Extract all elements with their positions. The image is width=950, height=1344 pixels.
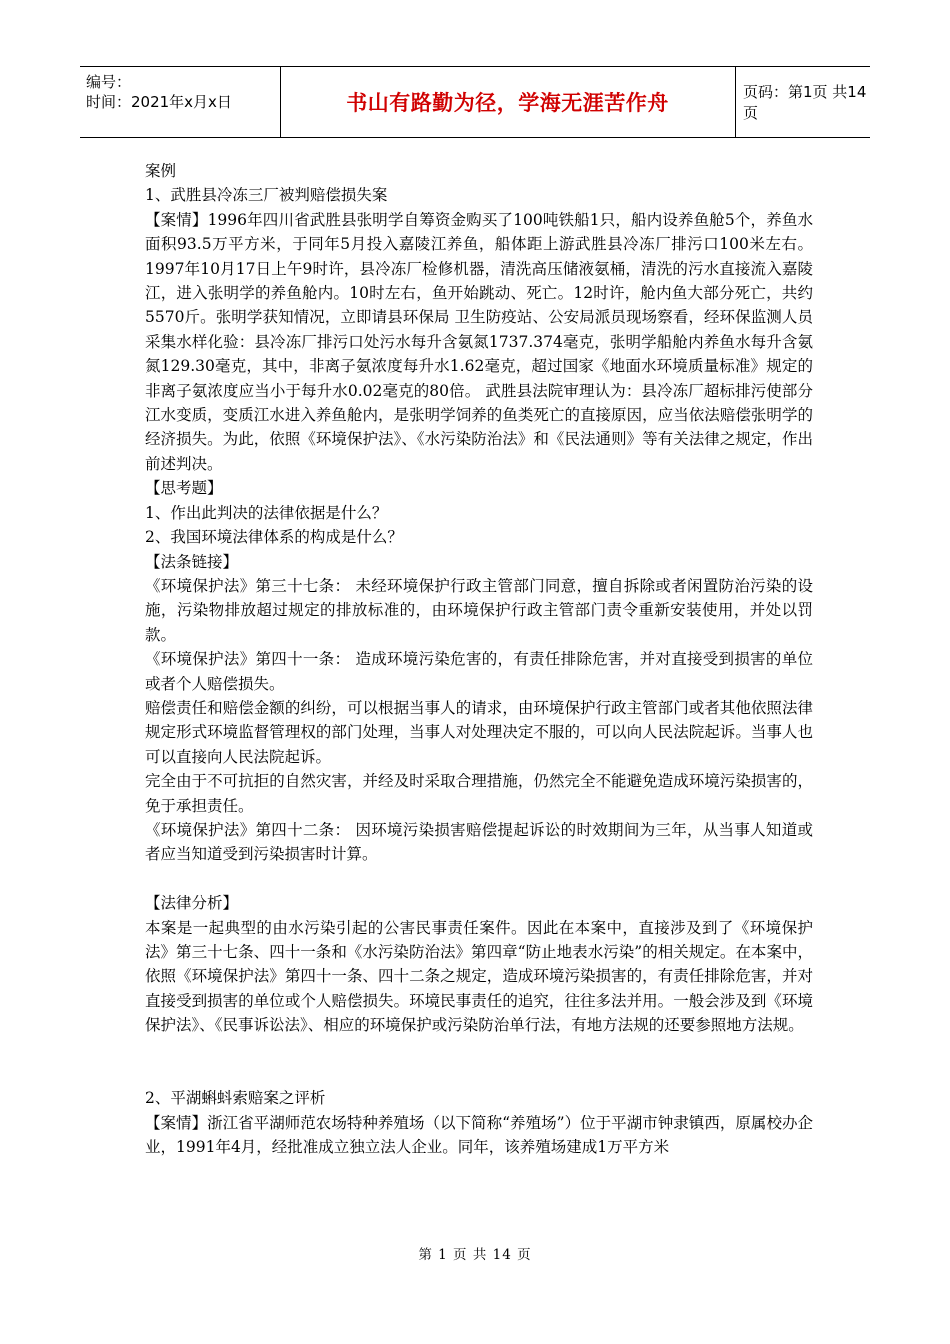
page-info: 页码：第1页 共14页 [743, 83, 867, 122]
spacer [145, 1062, 813, 1086]
page-footer: 第 1 页 共 14 页 [418, 1247, 532, 1263]
legal-analysis-heading: 【法律分析】 [145, 894, 239, 913]
law-article-41-para-2: 赔偿责任和赔偿金额的纠纷，可以根据当事人的请求，由环境保护行政主管部门或者其他依照法律规定形式环境监督管理权的部门处理，当事人对处理决定不服的，可以向人民法院起诉。当事人也可以直接向人民法院起诉。 [145, 698, 813, 766]
question-1: 1、作出此判决的法律依据是什么？ [145, 503, 388, 522]
number-label: 编号： [86, 73, 132, 91]
law-article-37: 《环境保护法》第三十七条： 未经环境保护行政主管部门同意，擅自拆除或者闲置防治污染的设施，污染物排放超过规定的排放标准的，由环境保护行政主管部门责令重新安装使用，并处以罚款。 [145, 576, 813, 644]
question-2: 2、我国环境法律体系的构成是什么？ [145, 528, 403, 547]
law-article-41: 《环境保护法》第四十一条： 造成环境污染危害的，有责任排除危害，并对直接受到损害的单位或者个人赔偿损失。 [145, 650, 813, 693]
header-motto-cell [280, 67, 736, 137]
law-links-heading: 【法条链接】 [145, 552, 239, 571]
spacer [145, 1038, 813, 1062]
case-facts-paragraph: 【案情】1996年四川省武胜县张明学自筹资金购买了100吨铁船1只，船内设养鱼舱5个，养鱼水面积93.5万平方米，于同年5月投入嘉陵江养鱼，船体距上游武胜县冷冻厂排污口100米左右。1997年10月17日上午9时许，县冷冻厂检修机器，清洗高压储液氨桶，清洗的污水直接流入嘉陵江，进入张明学的养鱼舱内。10时左右，鱼开始跳动、死亡。12时许，舱内鱼大部分死亡，共约5570斤。张明学获知情况，立即请县环保局 卫生防疫站、公安局派员现场察看，经环保监测人员采集水样化验：县冷冻厂排污口处污水每升含氨氮1737.374毫克，张明学船舱内养鱼水每升含氨氮129.30毫克，其中，非离子氨浓度每升水1.62毫克，超过国家《地面水环境质量标准》规定的非离子氨浓度应当小于每升水0.02毫克的80倍。 武胜县法院审理认为：县冷冻厂超标排污使部分江水变质，变质江水进入养鱼舱内，是张明学饲养的鱼类死亡的直接原因，应当依法赔偿张明学的经济损失。为此，依照《环境保护法》、《水污染防治法》和《民法通则》等有关法律之规定，作出前述判决。 [145, 210, 813, 473]
header-meta [80, 67, 281, 137]
case-title: 1、武胜县冷冻三厂被判赔偿损失案 [145, 186, 388, 205]
page-header [80, 66, 870, 138]
time-label: 时间：2021年x月x日 [86, 93, 232, 111]
section-label: 案例 [145, 162, 177, 180]
law-article-41-para-3: 完全由于不可抗拒的自然灾害，并经及时采取合理措施，仍然完全不能避免造成环境污染损害的，免于承担责任。 [145, 772, 813, 815]
legal-analysis-paragraph: 本案是一起典型的由水污染引起的公害民事责任案件。因此在本案中，直接涉及到了《环境保护法》第三十七条、四十一条和《水污染防治法》第四章“防止地表水污染”的相关规定。在本案中，依照《环境保护法》第四十一条、四十二条之规定，造成环境污染损害的，有责任排除危害，并对直接受到损害的单位或个人赔偿损失。环境民事责任的追究，往往多法并用。一般会涉及到《环境保护法》、《民事诉讼法》、相应的环境保护或污染防治单行法，有地方法规的还要参照地方法规。 [145, 918, 813, 1035]
document-body [145, 159, 813, 1160]
motto-text: 书山有路勤为径，学海无涯苦作舟 [346, 91, 669, 115]
header-page-cell [735, 67, 870, 137]
questions-heading: 【思考题】 [145, 479, 223, 498]
case-2-facts-paragraph: 【案情】浙江省平湖师范农场特种养殖场（以下简称“养殖场”）位于平湖市钟隶镇西，原属校办企业，1991年4月，经批准成立独立法人企业。同年，该养殖场建成1万平方米 [145, 1113, 813, 1157]
case-2-title: 2、平湖蝌蚪索赔案之评析 [145, 1089, 326, 1108]
spacer [145, 867, 813, 891]
law-article-42: 《环境保护法》第四十二条： 因环境污染损害赔偿提起诉讼的时效期间为三年，从当事人知道或者应当知道受到污染损害时计算。 [145, 820, 813, 864]
